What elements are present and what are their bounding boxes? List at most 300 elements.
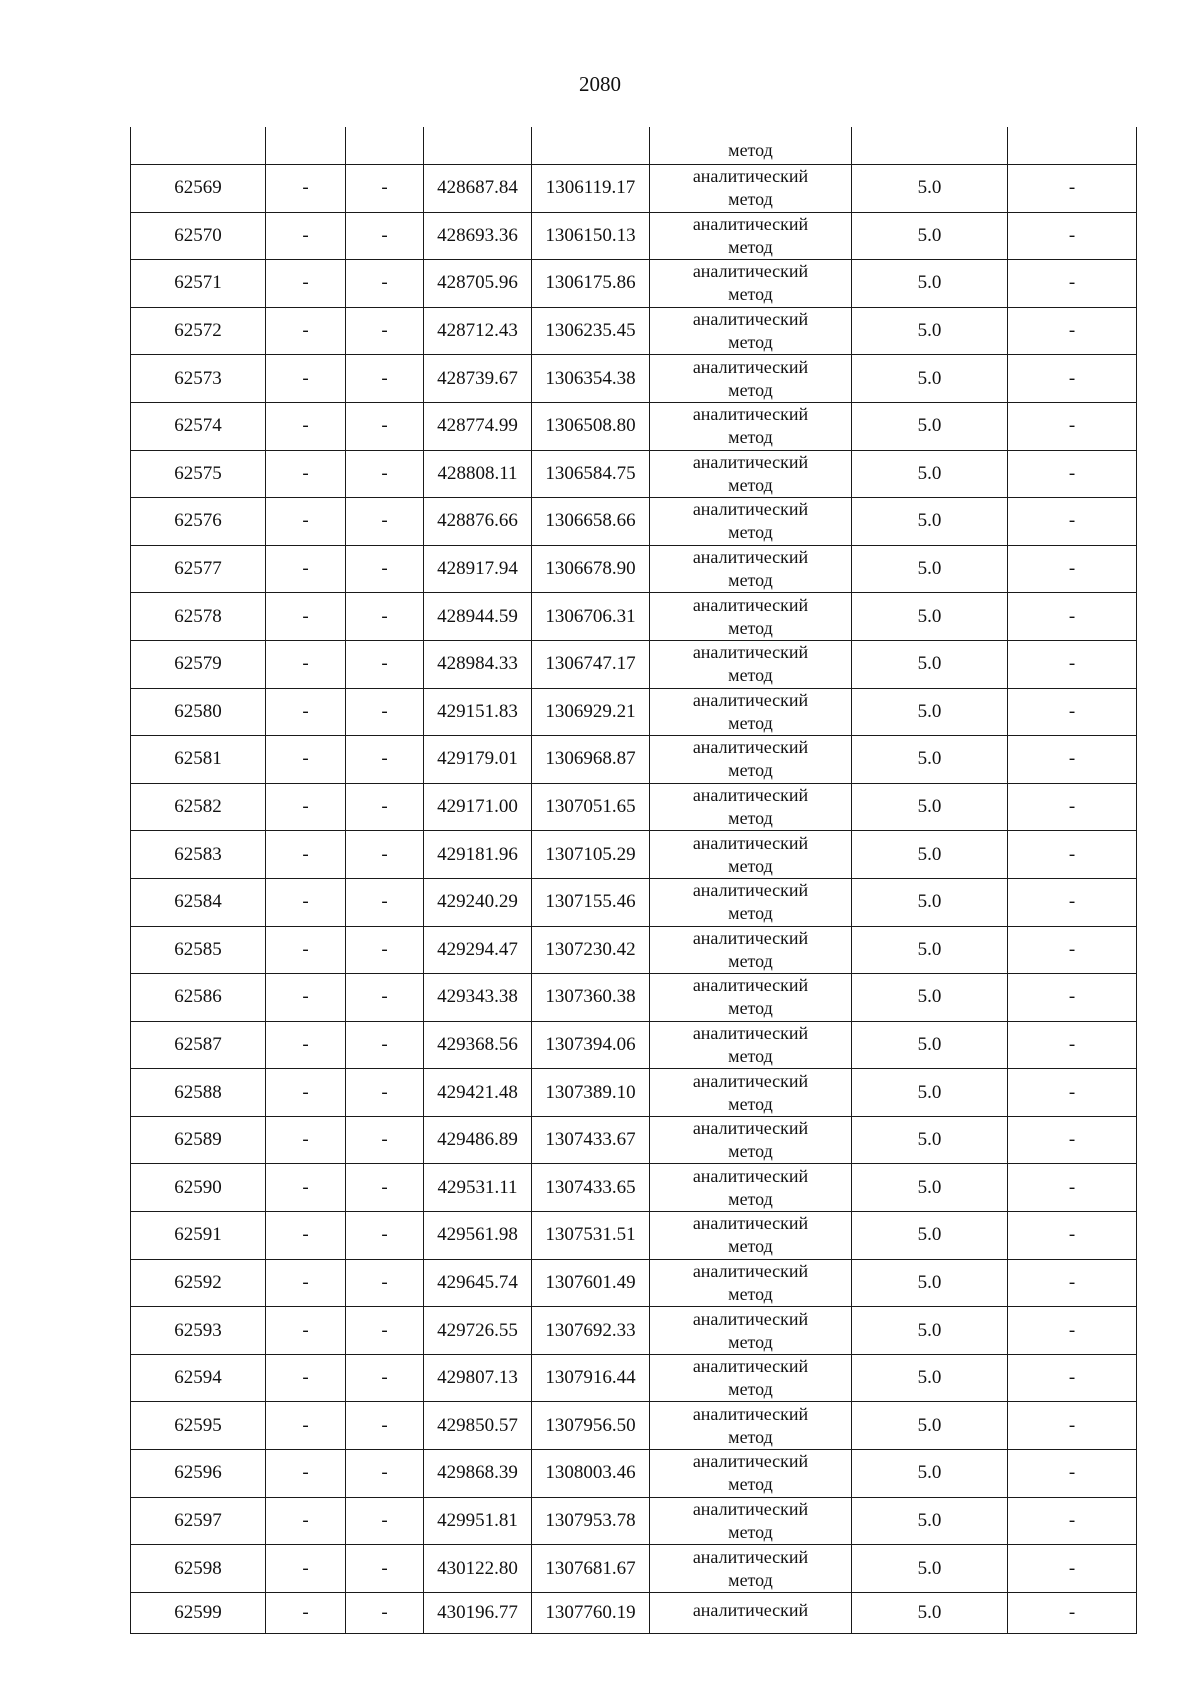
note-cell: - [1008,403,1137,450]
method-cell [650,1498,852,1545]
accuracy-cell: 5.0 [852,1069,1008,1116]
method-text: аналитический [692,1403,809,1424]
method-text: метод [728,1236,773,1257]
accuracy-cell: 5.0 [852,1260,1008,1307]
method-cell [650,355,852,402]
y-coordinate-cell: 1307601.49 [532,1260,650,1307]
col2-cell: - [266,1117,346,1164]
col2-cell: - [266,736,346,783]
table-row [131,1022,1137,1070]
method-text: аналитический [692,1022,809,1043]
note-cell: - [1008,974,1137,1021]
table-row [131,451,1137,499]
table-row [131,831,1137,879]
col2-cell: - [266,1498,346,1545]
table-row [131,1164,1137,1212]
method-cell [650,127,852,164]
method-text: метод [728,903,773,924]
note-cell: - [1008,879,1137,926]
x-coordinate-cell: 429294.47 [424,927,532,974]
method-text: аналитический [692,1118,809,1139]
y-coordinate-cell: 1308003.46 [532,1450,650,1497]
col3-cell: - [346,1117,424,1164]
y-coordinate-cell: 1306508.80 [532,403,650,450]
note-cell: - [1008,1450,1137,1497]
x-coordinate-cell: 429807.13 [424,1355,532,1402]
point-number-cell: 62595 [131,1402,266,1449]
col3-cell: - [346,403,424,450]
method-text: аналитический [692,1356,809,1377]
col3-cell: - [346,879,424,926]
x-coordinate-cell: 428917.94 [424,546,532,593]
col2-cell: - [266,1355,346,1402]
col3-cell: - [346,831,424,878]
accuracy-cell: 5.0 [852,1498,1008,1545]
method-text: метод [728,332,773,353]
note-cell: - [1008,784,1137,831]
method-text: аналитический [692,547,809,568]
method-cell [650,1117,852,1164]
point-number-cell: 62590 [131,1164,266,1211]
x-coordinate-cell: 428774.99 [424,403,532,450]
x-coordinate-cell: 429368.56 [424,1022,532,1069]
table-body [131,165,1137,1634]
point-number-cell: 62573 [131,355,266,402]
col3-cell: - [346,1069,424,1116]
x-coordinate-cell: 429240.29 [424,879,532,926]
col3-cell: - [346,213,424,260]
method-text: аналитический [692,880,809,901]
point-number-cell: 62598 [131,1545,266,1592]
point-number-cell: 62594 [131,1355,266,1402]
accuracy-cell: 5.0 [852,689,1008,736]
accuracy-cell: 5.0 [852,1545,1008,1592]
table-row [131,165,1137,213]
accuracy-cell: 5.0 [852,308,1008,355]
method-text: метод [728,665,773,686]
point-number-cell: 62591 [131,1212,266,1259]
y-coordinate-cell: 1307681.67 [532,1545,650,1592]
method-text: метод [728,474,773,495]
col2-cell: - [266,1593,346,1633]
table-row [131,879,1137,927]
col2-cell: - [266,213,346,260]
table-row [131,784,1137,832]
method-text: аналитический [692,689,809,710]
y-coordinate-cell: 1307433.65 [532,1164,650,1211]
col3-cell: - [346,1260,424,1307]
accuracy-cell: 5.0 [852,1022,1008,1069]
x-coordinate-cell: 430122.80 [424,1545,532,1592]
method-cell [650,308,852,355]
y-coordinate-cell: 1306747.17 [532,641,650,688]
table-row [131,974,1137,1022]
method-text: аналитический [692,832,809,853]
y-coordinate-cell: 1306658.66 [532,498,650,545]
x-coordinate-cell: 429179.01 [424,736,532,783]
table-row [131,1069,1137,1117]
method-text: метод [728,1569,773,1590]
method-cell [650,498,852,545]
method-cell [650,1450,852,1497]
accuracy-cell: 5.0 [852,355,1008,402]
y-coordinate-cell: 1306150.13 [532,213,650,260]
x-coordinate-cell: 428712.43 [424,308,532,355]
table-row [131,593,1137,641]
method-text: метод [728,1331,773,1352]
method-text: метод [728,522,773,543]
point-number-cell: 62582 [131,784,266,831]
x-coordinate-cell: 429951.81 [424,1498,532,1545]
table-row [131,1402,1137,1450]
method-text: аналитический [692,213,809,234]
note-cell: - [1008,736,1137,783]
method-text: аналитический [692,785,809,806]
method-text: метод [728,1141,773,1162]
note-cell: - [1008,593,1137,640]
x-coordinate-cell: 428808.11 [424,451,532,498]
col3-cell: - [346,546,424,593]
method-cell [650,403,852,450]
col2-cell: - [266,546,346,593]
table-row [131,1117,1137,1165]
col3-cell: - [346,260,424,307]
point-number-cell: 62579 [131,641,266,688]
table-row [131,355,1137,403]
col2-cell: - [266,1069,346,1116]
accuracy-cell: 5.0 [852,1117,1008,1164]
method-text: аналитический [692,356,809,377]
col2-cell: - [266,165,346,212]
x-coordinate-cell: 429181.96 [424,831,532,878]
table-row [131,641,1137,689]
accuracy-cell: 5.0 [852,1450,1008,1497]
y-coordinate-cell: 1307389.10 [532,1069,650,1116]
col3-cell: - [346,1498,424,1545]
method-text: метод [728,570,773,591]
accuracy-cell: 5.0 [852,927,1008,974]
method-text: аналитический [692,1498,809,1519]
y-coordinate-cell: 1306968.87 [532,736,650,783]
point-number-cell: 62589 [131,1117,266,1164]
point-number-cell: 62569 [131,165,266,212]
x-coordinate-cell: 428944.59 [424,593,532,640]
table-row [131,1545,1137,1593]
method-cell [650,213,852,260]
accuracy-cell: 5.0 [852,498,1008,545]
note-cell: - [1008,1022,1137,1069]
col3-cell: - [346,689,424,736]
col2-cell: - [266,403,346,450]
method-text: метод [728,855,773,876]
page-number: 2080 [579,72,621,96]
accuracy-cell: 5.0 [852,213,1008,260]
col3-cell: - [346,1164,424,1211]
table-cell [852,127,1008,164]
col3-cell: - [346,1022,424,1069]
table-cell [424,127,532,164]
y-coordinate-cell: 1307105.29 [532,831,650,878]
point-number-cell: 62597 [131,1498,266,1545]
point-number-cell: 62585 [131,927,266,974]
table-row [131,736,1137,784]
note-cell: - [1008,927,1137,974]
y-coordinate-cell: 1307956.50 [532,1402,650,1449]
col3-cell: - [346,451,424,498]
method-text: метод [728,1188,773,1209]
method-text: аналитический [692,1260,809,1281]
col2-cell: - [266,260,346,307]
accuracy-cell: 5.0 [852,1212,1008,1259]
accuracy-cell: 5.0 [852,831,1008,878]
accuracy-cell: 5.0 [852,593,1008,640]
table-cell [266,127,346,164]
x-coordinate-cell: 428693.36 [424,213,532,260]
method-cell [650,1164,852,1211]
col3-cell: - [346,308,424,355]
method-text: метод [728,808,773,829]
method-cell [650,451,852,498]
method-text: аналитический [692,261,809,282]
method-text: метод [728,1283,773,1304]
point-number-cell: 62571 [131,260,266,307]
method-text: метод [728,140,773,160]
y-coordinate-cell: 1306175.86 [532,260,650,307]
table-row [131,403,1137,451]
method-cell [650,689,852,736]
col2-cell: - [266,1164,346,1211]
col2-cell: - [266,308,346,355]
note-cell: - [1008,1069,1137,1116]
accuracy-cell: 5.0 [852,403,1008,450]
method-cell [650,879,852,926]
col2-cell: - [266,1450,346,1497]
method-text: аналитический [692,451,809,472]
note-cell: - [1008,260,1137,307]
table-row [131,1355,1137,1403]
x-coordinate-cell: 428687.84 [424,165,532,212]
table-cell [346,127,424,164]
method-cell [650,1402,852,1449]
y-coordinate-cell: 1307433.67 [532,1117,650,1164]
note-cell: - [1008,308,1137,355]
col3-cell: - [346,1355,424,1402]
method-cell [650,1593,852,1633]
note-cell: - [1008,689,1137,736]
point-number-cell: 62576 [131,498,266,545]
table-cell [131,127,266,164]
point-number-cell: 62587 [131,1022,266,1069]
point-number-cell: 62596 [131,1450,266,1497]
method-cell [650,260,852,307]
point-number-cell: 62575 [131,451,266,498]
point-number-cell: 62593 [131,1307,266,1354]
method-text: метод [728,379,773,400]
accuracy-cell: 5.0 [852,736,1008,783]
col2-cell: - [266,879,346,926]
x-coordinate-cell: 429850.57 [424,1402,532,1449]
table-cell [1008,127,1137,164]
point-number-cell: 62580 [131,689,266,736]
note-cell: - [1008,1498,1137,1545]
col2-cell: - [266,784,346,831]
method-text: аналитический [692,642,809,663]
x-coordinate-cell: 428876.66 [424,498,532,545]
x-coordinate-cell: 429486.89 [424,1117,532,1164]
note-cell: - [1008,831,1137,878]
point-number-cell: 62583 [131,831,266,878]
method-text: метод [728,1045,773,1066]
x-coordinate-cell: 429421.48 [424,1069,532,1116]
y-coordinate-cell: 1307155.46 [532,879,650,926]
method-text: метод [728,1379,773,1400]
y-coordinate-cell: 1306584.75 [532,451,650,498]
accuracy-cell: 5.0 [852,1402,1008,1449]
method-text: метод [728,427,773,448]
col3-cell: - [346,1450,424,1497]
method-text: аналитический [692,1546,809,1567]
note-cell: - [1008,1593,1137,1633]
x-coordinate-cell: 429151.83 [424,689,532,736]
method-text: метод [728,1426,773,1447]
y-coordinate-cell: 1307360.38 [532,974,650,1021]
table-row [131,1450,1137,1498]
method-text: аналитический [692,1599,809,1620]
method-cell [650,165,852,212]
y-coordinate-cell: 1307531.51 [532,1212,650,1259]
col3-cell: - [346,593,424,640]
method-cell [650,1069,852,1116]
y-coordinate-cell: 1306119.17 [532,165,650,212]
y-coordinate-cell: 1306678.90 [532,546,650,593]
table-cell [532,127,650,164]
note-cell: - [1008,165,1137,212]
method-cell [650,641,852,688]
method-text: аналитический [692,1213,809,1234]
col2-cell: - [266,689,346,736]
accuracy-cell: 5.0 [852,1307,1008,1354]
point-number-cell: 62584 [131,879,266,926]
accuracy-cell: 5.0 [852,260,1008,307]
x-coordinate-cell: 428984.33 [424,641,532,688]
col3-cell: - [346,165,424,212]
col3-cell: - [346,498,424,545]
col3-cell: - [346,1593,424,1633]
y-coordinate-cell: 1306235.45 [532,308,650,355]
table-row [131,546,1137,594]
method-text: аналитический [692,309,809,330]
method-text: аналитический [692,975,809,996]
x-coordinate-cell: 429531.11 [424,1164,532,1211]
method-text: метод [728,1093,773,1114]
x-coordinate-cell: 429645.74 [424,1260,532,1307]
table-row-continuation [131,127,1137,165]
method-text: аналитический [692,927,809,948]
x-coordinate-cell: 428739.67 [424,355,532,402]
table-row [131,213,1137,261]
method-text: аналитический [692,1070,809,1091]
col3-cell: - [346,784,424,831]
note-cell: - [1008,1402,1137,1449]
point-number-cell: 62572 [131,308,266,355]
col2-cell: - [266,1307,346,1354]
method-cell [650,1212,852,1259]
table-row [131,1498,1137,1546]
col2-cell: - [266,1260,346,1307]
col3-cell: - [346,1402,424,1449]
table-row [131,1593,1137,1634]
y-coordinate-cell: 1307916.44 [532,1355,650,1402]
method-text: метод [728,1474,773,1495]
method-text: метод [728,284,773,305]
table-row [131,689,1137,737]
x-coordinate-cell: 429561.98 [424,1212,532,1259]
method-text: аналитический [692,594,809,615]
col3-cell: - [346,1212,424,1259]
note-cell: - [1008,1117,1137,1164]
method-cell [650,1260,852,1307]
method-text: метод [728,189,773,210]
note-cell: - [1008,1212,1137,1259]
accuracy-cell: 5.0 [852,1593,1008,1633]
note-cell: - [1008,1355,1137,1402]
x-coordinate-cell: 429726.55 [424,1307,532,1354]
method-text: аналитический [692,404,809,425]
table-row [131,927,1137,975]
accuracy-cell: 5.0 [852,165,1008,212]
col2-cell: - [266,1545,346,1592]
col2-cell: - [266,974,346,1021]
note-cell: - [1008,213,1137,260]
col3-cell: - [346,641,424,688]
method-text: метод [728,236,773,257]
method-cell [650,1355,852,1402]
method-text: метод [728,617,773,638]
coordinates-table [130,127,1137,1634]
table-row [131,1260,1137,1308]
table-row [131,1307,1137,1355]
accuracy-cell: 5.0 [852,974,1008,1021]
method-cell [650,736,852,783]
table-row [131,260,1137,308]
note-cell: - [1008,1545,1137,1592]
method-text: метод [728,1521,773,1542]
note-cell: - [1008,546,1137,593]
col2-cell: - [266,1212,346,1259]
note-cell: - [1008,1260,1137,1307]
x-coordinate-cell: 429343.38 [424,974,532,1021]
method-cell [650,927,852,974]
method-cell [650,546,852,593]
note-cell: - [1008,1307,1137,1354]
accuracy-cell: 5.0 [852,879,1008,926]
col3-cell: - [346,355,424,402]
point-number-cell: 62577 [131,546,266,593]
method-cell [650,784,852,831]
table-row [131,1212,1137,1260]
method-text: аналитический [692,1308,809,1329]
accuracy-cell: 5.0 [852,451,1008,498]
note-cell: - [1008,355,1137,402]
point-number-cell: 62586 [131,974,266,1021]
y-coordinate-cell: 1307230.42 [532,927,650,974]
note-cell: - [1008,451,1137,498]
col2-cell: - [266,593,346,640]
y-coordinate-cell: 1307394.06 [532,1022,650,1069]
y-coordinate-cell: 1307953.78 [532,1498,650,1545]
accuracy-cell: 5.0 [852,546,1008,593]
method-text: аналитический [692,1451,809,1472]
